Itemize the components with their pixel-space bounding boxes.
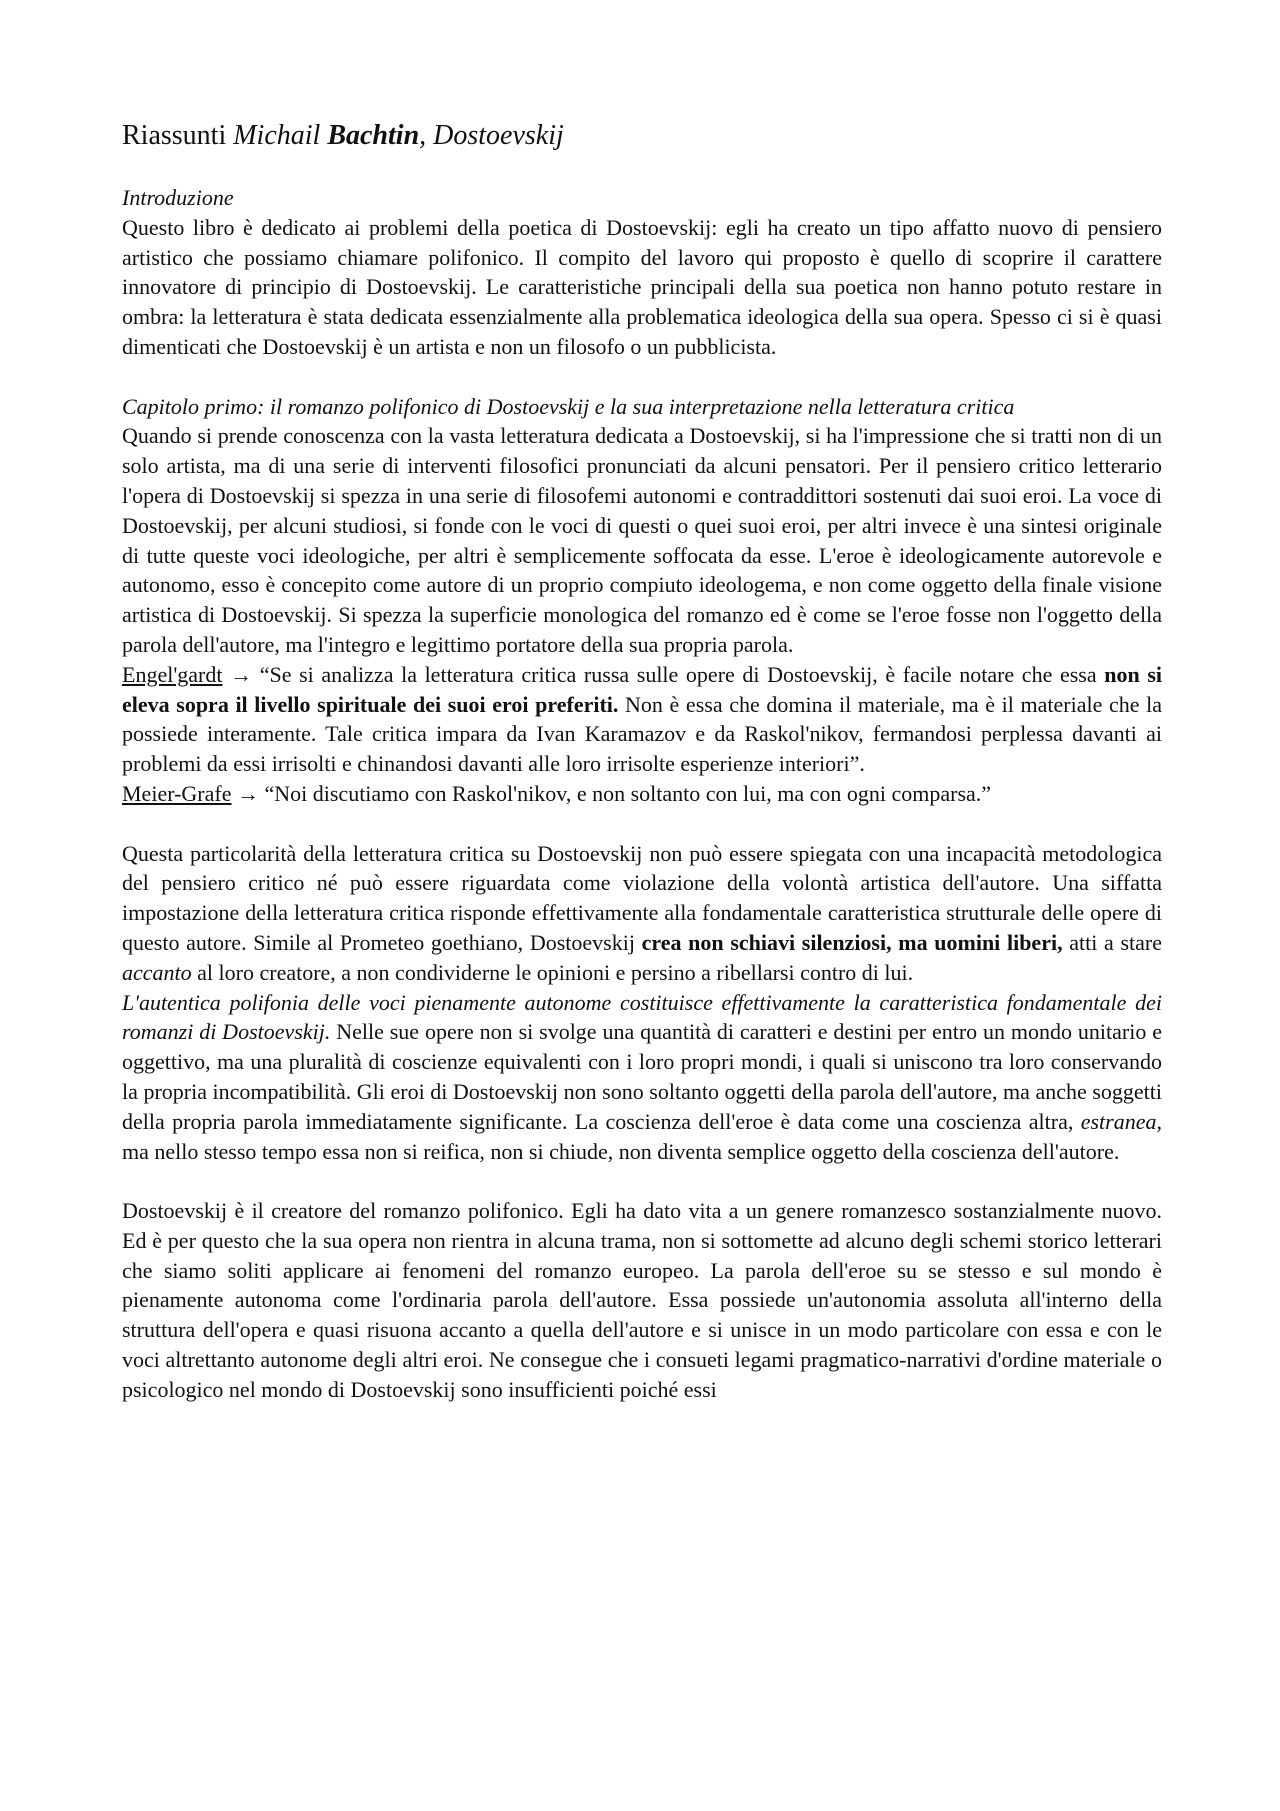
chapter-paragraph-2 (122, 839, 1162, 988)
chapter-paragraph-1: Quando si prende conoscenza con la vasta letteratura dedicata a Dostoevskij, si ha l'impressione che si tratti non di un solo artista, ma di una serie di interventi filosofici pronunciati da alcuni pensatori. Per il pensiero critico letterario l'opera di Dostoevskij si spezza in una serie di filosofemi autonomi e contraddittori sostenuti dai suoi eroi. La voce di Dostoevskij, per alcuni studiosi, si fonde con le voci di questi o quei suoi eroi, per altri invece è una sintesi originale di tutte queste voci ideologiche, per altri è semplicemente soffocata da esse. L'eroe è ideologicamente autorevole e autonomo, esso è concepito come autore di un proprio compiuto ideologema, e non come oggetto della finale visione artistica di Dostoevskij. Si spezza la superficie monologica del romanzo ed è come se l'eroe fosse non l'oggetto della parola dell'autore, ma l'integro e legittimo portatore della sua propria parola. (122, 423, 1162, 657)
arrow-icon: → (231, 780, 265, 806)
title-prefix: Riassunti (122, 120, 234, 151)
para3-rest: ma nello stesso tempo essa non si reifica, non si chiude, non diventa semplice oggetto della coscienza dell'autore. (122, 1138, 1120, 1164)
para2-text: Questa particolarità della letteratura critica su Dostoevskij non può essere spiegata con una incapacità metodologica del pensiero critico né può essere riguardata come violazione della volontà artistica dell'autore. Una siffatta impostazione della letteratura critica risponde effettivamente alla fondamentale caratteristica strutturale delle opere di questo autore. Simile al Prometeo goethiano, Dostoevskij (122, 840, 1162, 955)
para2-middle: atti a stare (1062, 929, 1162, 955)
para2-rest: al loro creatore, a non condividerne le opinioni e persino a ribellarsi contro di lui. (191, 959, 914, 985)
spacer (122, 809, 1162, 839)
chapter-paragraph-3 (122, 988, 1162, 1167)
title-last-name: Bachtin (327, 120, 420, 151)
engelgardt-name: Engel'gardt (122, 661, 223, 687)
document-page (122, 118, 1162, 1405)
engelgardt-quote (122, 660, 1162, 779)
chapter-paragraph-4: Dostoevskij è il creatore del romanzo polifonico. Egli ha dato vita a un genere romanzesco sostanzialmente nuovo. Ed è per questo che la sua opera non rientra in alcuna trama, non si sottomette ad alcuno degli schemi storico letterari che siamo soliti applicare ai fenomeni del romanzo europeo. La parola dell'eroe su se stesso e sul mondo è pienamente autonoma come l'ordinaria parola dell'autore. Essa possiede un'autonomia assoluta all'interno della struttura dell'opera e quasi risuona accanto a quella dell'autore e si unisce in un modo particolare con essa e con le voci altrettanto autonome degli altri eroi. Ne consegue che i consueti legami pragmatico-narrativi d'ordine materiale o psicologico nel mondo di Dostoevskij sono insufficienti poiché essi (122, 1198, 1162, 1402)
spacer (122, 362, 1162, 392)
intro-paragraph: Questo libro è dedicato ai problemi della poetica di Dostoevskij: egli ha creato un tipo affatto nuovo di pensiero artistico che possiamo chiamare polifonico. Il compito del lavoro qui proposto è quello di scoprire il carattere innovatore di principio di Dostoevskij. Le caratteristiche principali della sua poetica non hanno potuto restare in ombra: la letteratura è stata dedicata essenzialmente alla problematica ideologica della sua opera. Spesso ci si è quasi dimenticati che Dostoevskij è un artista e non un filosofo o un pubblicista. (122, 214, 1162, 359)
quote1-text: “Se si analizza la letteratura critica russa sulle opere di Dostoevskij, è facile notare che essa (259, 661, 1105, 687)
document-title (122, 118, 1162, 154)
quote1-rest: Non è essa che domina il materiale, ma è il materiale che la possiede interamente. Tale critica impara da Ivan Karamazov e da Raskol'nikov, fermandosi perplessa davanti ai problemi da essi irrisolti e chinandosi davanti alle loro irrisolte esperienze interiori”. (122, 691, 1163, 777)
intro-heading: Introduzione (122, 185, 234, 210)
para2-italic: accanto (122, 959, 192, 985)
title-subject: , Dostoevskij (419, 120, 564, 151)
chapter-heading: Capitolo primo: il romanzo polifonico di Dostoevskij e la sua interpretazione nella letteratura critica (122, 393, 1015, 419)
arrow-icon: → (222, 661, 260, 687)
quote2-text: “Noi discutiamo con Raskol'nikov, e non soltanto con lui, ma con ogni comparsa.” (264, 780, 992, 806)
para3-text: Nelle sue opere non si svolge una quantità di caratteri e destini per entro un mondo unitario e oggettivo, ma una pluralità di coscienze equivalenti con i loro propri mondi, i quali si uniscono tra loro conservando la propria incompatibilità. Gli eroi di Dostoevskij non sono soltanto oggetti della parola dell'autore, ma anche soggetti della propria parola immediatamente significante. La coscienza dell'eroe è data come una coscienza altra, (122, 1019, 1162, 1134)
meier-grafe-quote (122, 779, 1162, 809)
spacer (122, 1166, 1162, 1196)
meier-grafe-name: Meier-Grafe (122, 780, 232, 806)
para3-italic-lead: L'autentica polifonia delle voci pienamente autonome costituisce effettivamente la caratteristica fondamentale dei romanzi di Dostoevskij. (122, 989, 1162, 1045)
para2-bold: crea non schiavi silenziosi, ma uomini liberi, (641, 929, 1063, 955)
title-first-name: Michail (233, 120, 321, 151)
para3-italic: estranea, (1080, 1108, 1162, 1134)
quote1-bold: non si eleva sopra il livello spirituale dei suoi eroi preferiti. (122, 661, 1162, 717)
